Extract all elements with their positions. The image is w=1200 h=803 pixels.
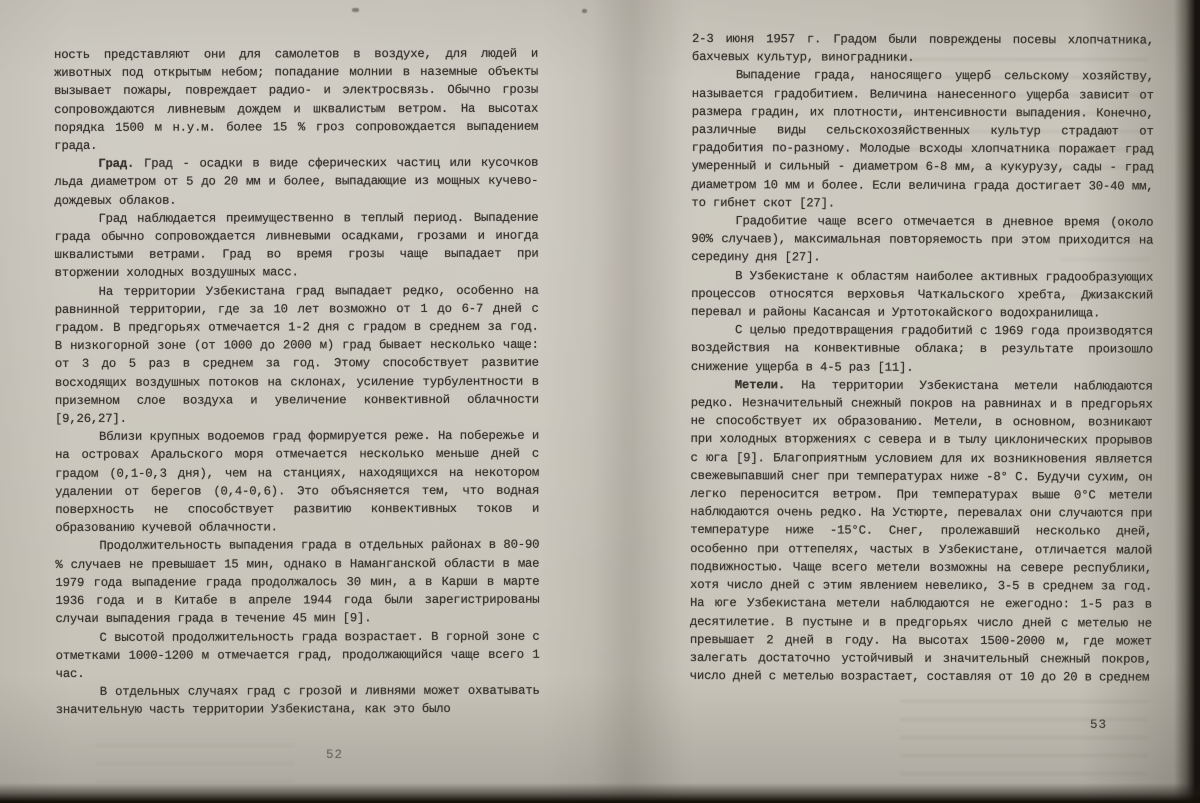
paragraph: Градобитие чаще всего отмечается в дневное время (около 90% случаев), максимальная повторяемость при этом приходится на середину дня [27]. bbox=[691, 214, 1154, 265]
paragraph: Град наблюдается преимущественно в теплый период. Выпадение града обычно сопровождается ливневыми осадками, грозами и иногда шквалистыми ветрами. Град во время грозы чаще выпадает при вторжении холодных воздушных масс. bbox=[54, 210, 539, 281]
left-page-number: 52 bbox=[326, 748, 344, 762]
paragraph: Продолжительность выпадения града в отдельных районах в 80-90 % случаев не превышает 15 мин, однако в Наманганской области в мае 1979 года выпадение града продолжалось 30 мин, а в Карши в марте 1936 года и в Китабе в апреле 1944 года были зарегистрированы случаи выпадения града в течение 45 мин [9]. bbox=[55, 538, 540, 627]
paragraph: С целью предотвращения градобитий с 1969 года производятся воздействия на конвективные облака; в результате произошло снижение ущерба в 4-5 раз [11]. bbox=[690, 323, 1153, 375]
bleed-through-artifact bbox=[900, 700, 1148, 780]
right-page-text bbox=[690, 30, 1154, 687]
left-page-text bbox=[54, 45, 540, 720]
paragraph: Выпадение града, наносящего ущерб сельскому хозяйству, называется градобитием. Величина нанесенного ущерба зависит от размера градин, их плотности, интенсивности выпадения. Конечно, различные виды сельскохозяйственных культур страдают от градобития по-разному. Молодые всходы хлопчатника поражает град умеренный и сильный - диаметром 6-8 мм, а кукурузу, сады - град диаметром 10 мм и более. Если величина града достигает 30-40 мм, то гибнет скот [27]. bbox=[691, 68, 1154, 211]
run-in-heading: Метели. bbox=[734, 378, 802, 393]
paragraph: В Узбекистане к областям наиболее активных градообразующих процессов относятся верховья Чаткальского хребта, Джизакский перевал и районы Касансая и Уртотокайского водохранилища. bbox=[690, 268, 1154, 321]
paragraph: ность представляют они для самолетов в воздухе, для людей и животных под открытым небом; попадание молнии в наземные объекты вызывает пожары, повреждает радио- и электросвязь. Обычно грозы сопровождаются ливневым дождем и шквалистым ветром. На высотах порядка 1500 м н.у.м. более 15 % гроз сопровождается выпадением града. bbox=[54, 46, 539, 154]
paragraph: Метели. На территории Узбекистана метели наблюдаются редко. Незначительный снежный покров на равнинах и в предгорьях не способствует их образованию. Метели, в основном, возникают при холодных вторжениях с севера и в тылу циклонических прорывов с юга [9]. Благоприятным условием для их возникновения является свежевыпавший снег при температурах ниже -8° С. Будучи сухим, он легко переносится ветром. При температурах выше 0°С метели наблюдаются очень редко. На Устюрте, перевалах они случаются при температуре ниже -15°С. Снег, пролежавший несколько дней, особенно при оттепелях, частых в Узбекистане, отличается малой подвижностью. Чаще всего метели возможны на севере республики, хотя число дней с этим явлением невелико, 3-5 в среднем за год. На юге Узбекистана метели наблюдаются не ежегодно: 1-5 раз в десятилетие. В пустыне и в предгорьях число дней с метелью не превышает 2 дней в году. На высотах 1500-2000 м, где может залегать достаточно устойчивый и значительный снежный покров, число дней с метелью возрастает, составляя от 10 до 20 в среднем bbox=[689, 378, 1153, 685]
paragraph: С высотой продолжительность града возрастает. В горной зоне с отметками 1000-1200 м отмечается град, продолжающийся чаще всего 1 час. bbox=[55, 629, 540, 681]
right-page-number: 53 bbox=[1090, 718, 1108, 732]
paragraph: На территории Узбекистана град выпадает редко, особенно на равнинной территории, где за 10 лет возможно от 1 до 6-7 дней с градом. В предгорьях отмечается 1-2 дня с градом в среднем за год. В низкогорной зоне (от 1000 до 2000 м) град бывает несколько чаще: от 3 до 5 раз в среднем за год. Этому способствует развитие восходящих воздушных потоков на склонах, усиление турбулентности в приземном слое воздуха и увеличение конвективной облачности [9,26,27]. bbox=[54, 283, 539, 427]
bleed-through-artifact bbox=[95, 744, 295, 786]
scan-speck bbox=[582, 9, 587, 13]
page-gutter-shadow bbox=[592, 0, 682, 803]
left-page bbox=[54, 45, 540, 720]
right-page bbox=[690, 30, 1154, 687]
paragraph: 2-3 июня 1957 г. Градом были повреждены посевы хлопчатника, бахчевых культур, виноградники. bbox=[691, 31, 1154, 65]
scan-speck bbox=[352, 8, 359, 12]
paragraph: Вблизи крупных водоемов град формируется реже. На побережье и на островах Аральского моря отмечается несколько меньше дней с градом (0,1-0,3 дня), чем на станциях, находящихся на некотором удалении от берегов (0,4-0,6). Это объясняется тем, что водная поверхность не способствует развитию конвективных токов и образованию кучевой облачности. bbox=[55, 428, 540, 536]
page-edge-shadow-bottom bbox=[0, 783, 1200, 803]
run-in-heading: Град. bbox=[98, 156, 145, 172]
paragraph: В отдельных случаях град с грозой и ливнями может охватывать значительную часть территории Узбекистана, как это было bbox=[55, 683, 540, 718]
paragraph: Град. Град - осадки в виде сферических частиц или кусочков льда диаметром от 5 до 20 мм и более, выпадающие из мощных кучево-дождевых облаков. bbox=[54, 155, 539, 208]
page-edge-shadow-right bbox=[1174, 0, 1200, 803]
